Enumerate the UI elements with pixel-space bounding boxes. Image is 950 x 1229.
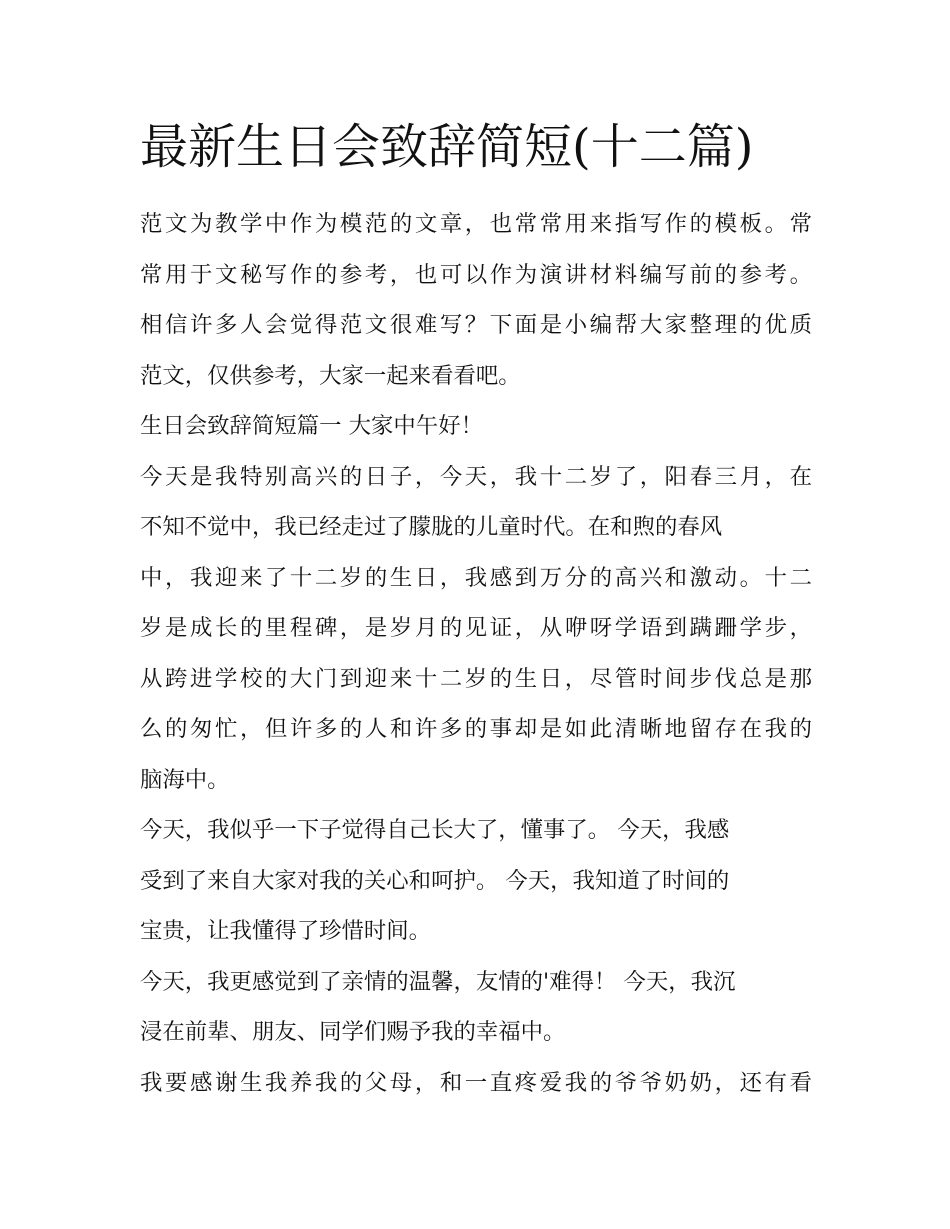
document-line: 生日会致辞简短篇一 大家中午好！ bbox=[140, 413, 483, 439]
document-line: 常用于文秘写作的参考，也可以作为演讲材料编写前的参考。 bbox=[140, 261, 812, 288]
document-title: 最新生日会致辞简短(十二篇) bbox=[140, 119, 754, 175]
document-line: 受到了来自大家对我的关心和呵护。 今天，我知道了时间的 bbox=[140, 867, 730, 894]
document-line: 今天，我似乎一下子觉得自己长大了，懂事了。 今天，我感 bbox=[140, 817, 730, 843]
document-line: 脑海中。 bbox=[140, 766, 230, 793]
document-line: 不知不觉中，我已经走过了朦胧的儿童时代。在和煦的春风 bbox=[140, 514, 723, 540]
document-line: 从跨进学校的大门到迎来十二岁的生日，尽管时间步伐总是那 bbox=[140, 665, 812, 692]
document-line: 中，我迎来了十二岁的生日，我感到万分的高兴和激动。十二 bbox=[140, 564, 812, 591]
document-line: 范文为教学中作为模范的文章，也常常用来指写作的模板。常 bbox=[140, 211, 812, 237]
document-line: 我要感谢生我养我的父母，和一直疼爱我的爷爷奶奶，还有看 bbox=[140, 1069, 812, 1096]
document-line: 范文，仅供参考，大家一起来看看吧。 bbox=[140, 362, 521, 389]
document-line: 宝贵，让我懂得了珍惜时间。 bbox=[140, 918, 432, 944]
document-line: 么的匆忙，但许多的人和许多的事却是如此清晰地留存在我的 bbox=[140, 716, 812, 742]
document-line: 今天是我特别高兴的日子，今天，我十二岁了，阳春三月，在 bbox=[140, 463, 812, 490]
document-line: 岁是成长的里程碑，是岁月的见证，从咿呀学语到蹒跚学步， bbox=[140, 615, 812, 641]
document-body bbox=[140, 199, 812, 1108]
document-line: 浸在前辈、朋友、同学们赐予我的幸福中。 bbox=[140, 1019, 566, 1045]
document-line: 相信许多人会觉得范文很难写？下面是小编帮大家整理的优质 bbox=[140, 312, 812, 338]
document-line: 今天，我更感觉到了亲情的温馨，友情的'难得！ 今天，我沉 bbox=[140, 968, 736, 995]
